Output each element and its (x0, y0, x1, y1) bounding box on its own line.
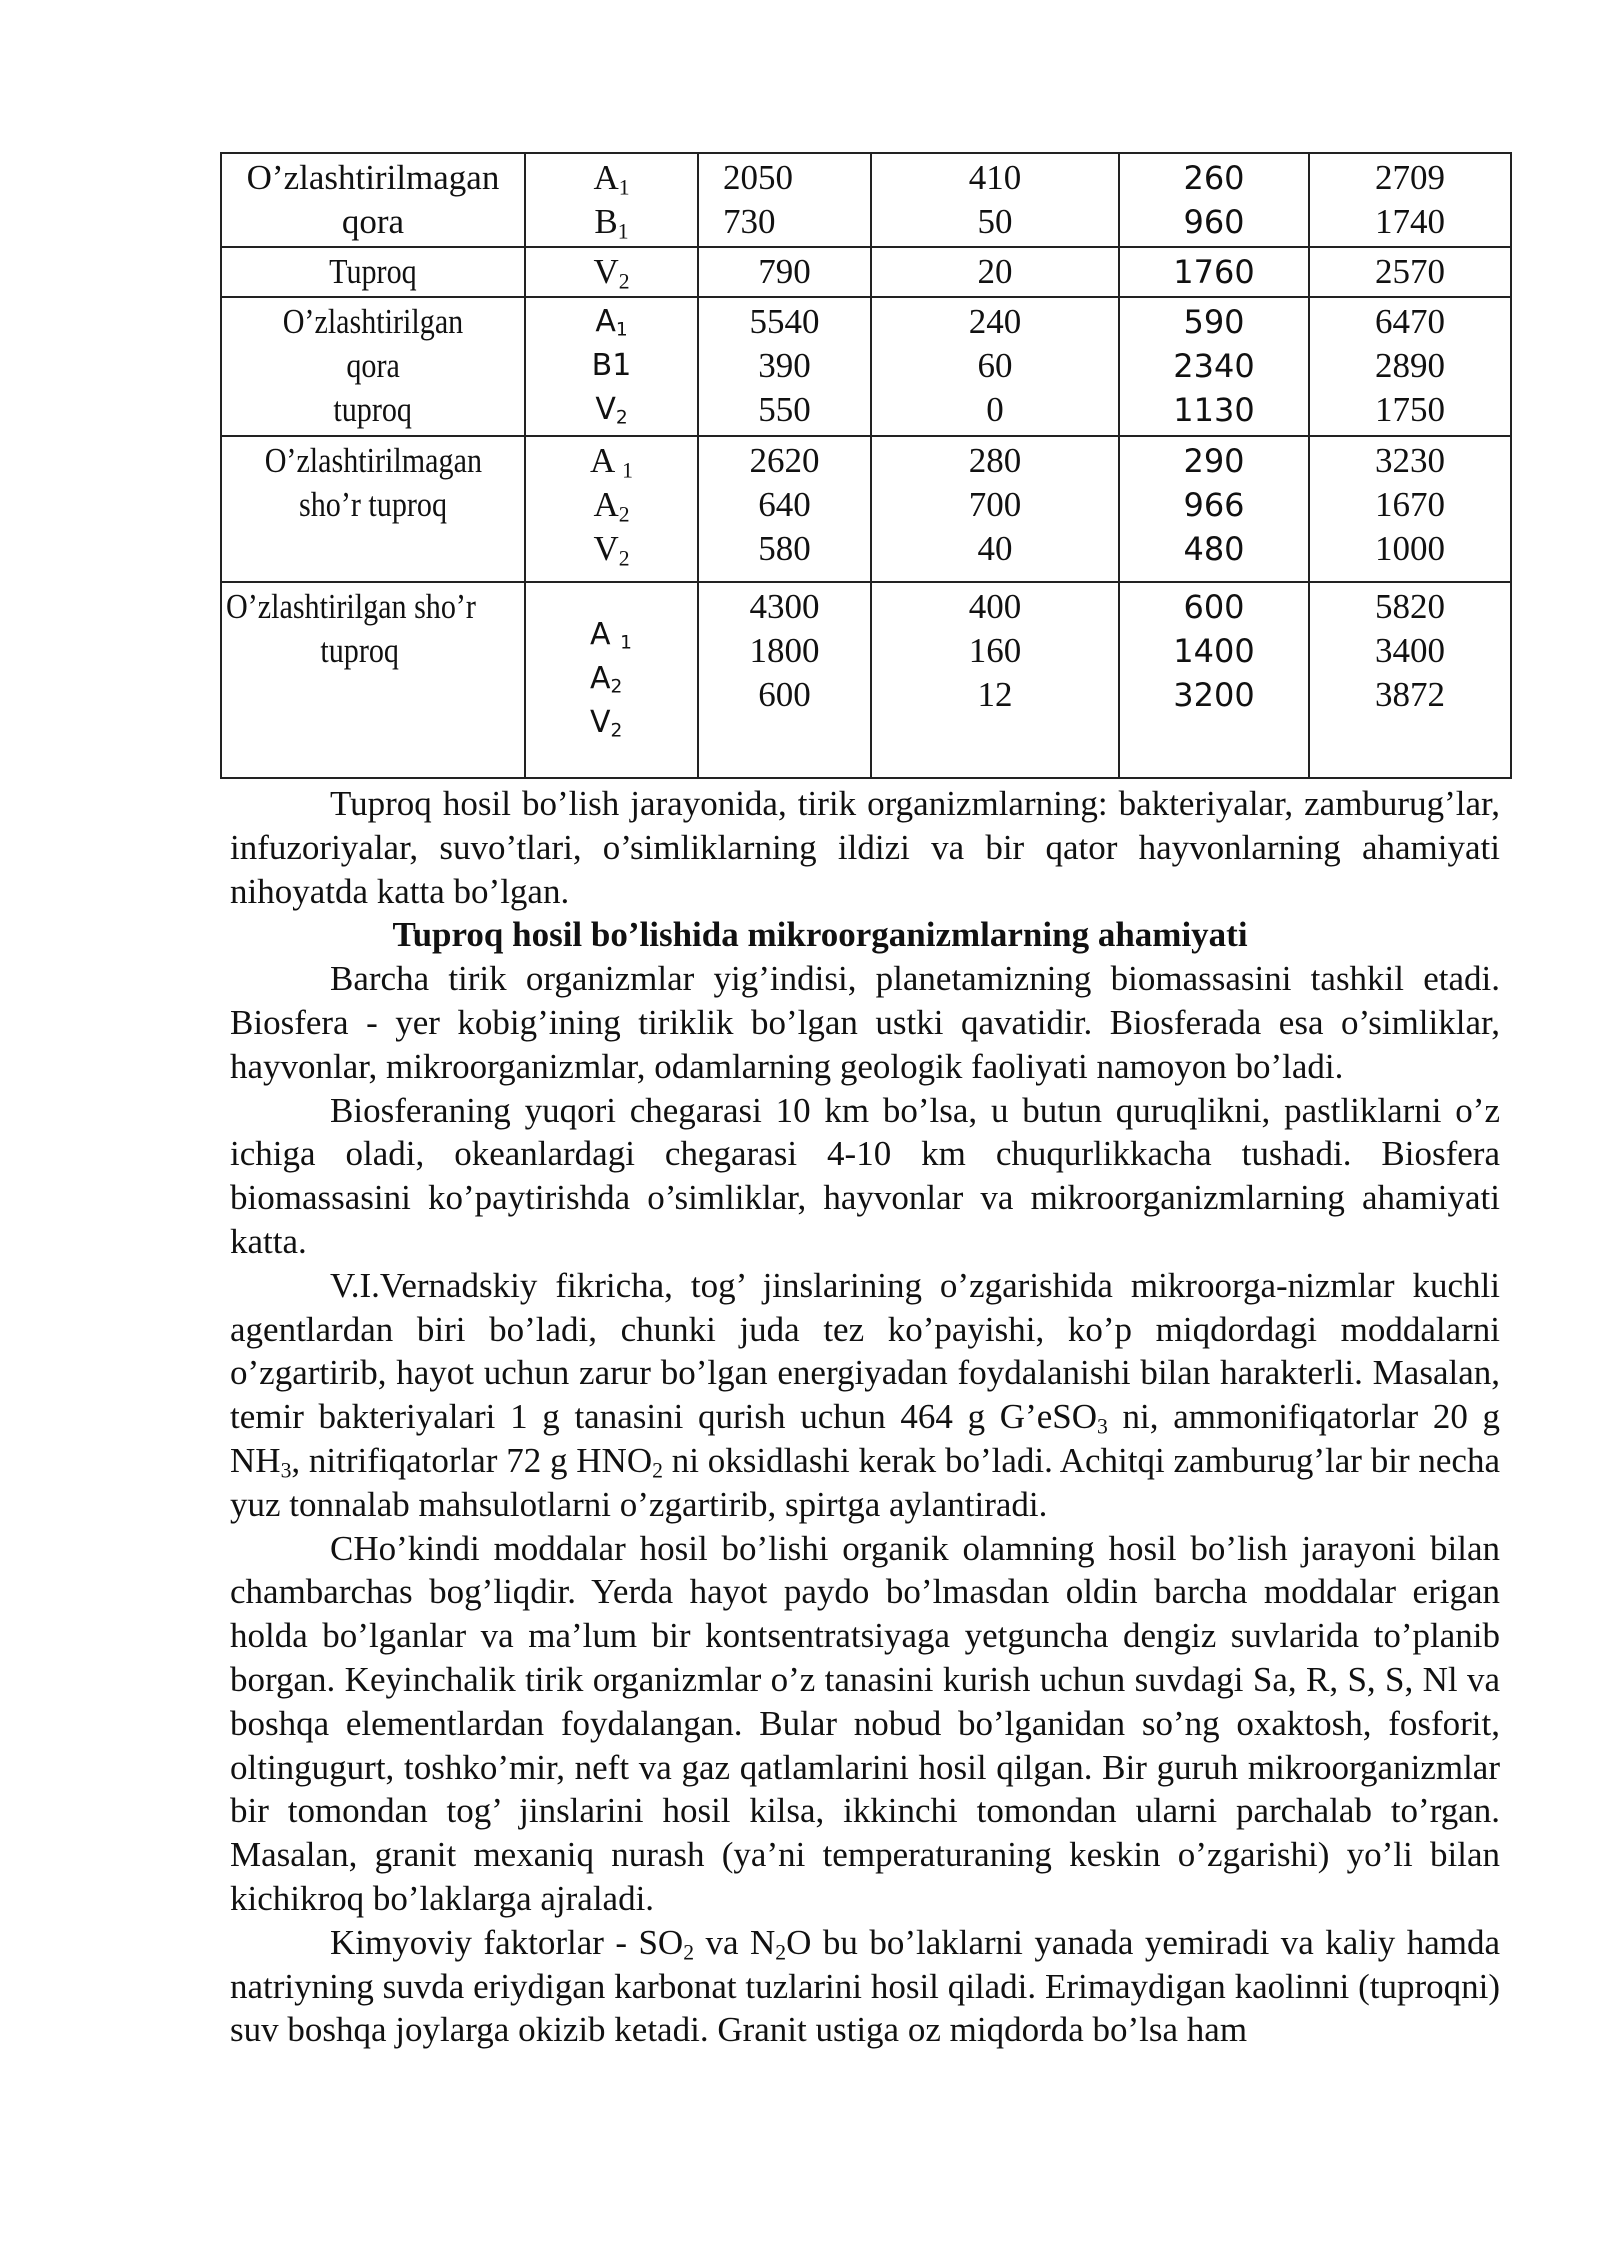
value-cell-col4: 5820 3400 3872 (1309, 582, 1511, 778)
table-row (221, 247, 1511, 297)
paragraph-sediments: CHo’kindi moddalar hosil bo’lishi organik olamning hosil bo’lish jarayoni bilan chambarchas bog’liqdir. Yerda hayot paydo bo’lmasdan oldin barcha moddalar erigan holda bo’lganlar va ma’lum bir kontsentratsiyaga yetguncha dengiz suvlarida to’planib borgan. Keyinchalik tirik organizmlar o’z tanasini kurish uchun suvdagi Sa, R, S, S, Nl va boshqa elementlardan foydalangan. Bular nobud bo’lganidan so’ng oxaktosh, fosforit, oltingugurt, toshko’mir, neft va gaz qatlamlarini hosil qilgan. Bir guruh mikroorganizmlar bir tomondan tog’ jinslarini hosil kilsa, ikkinchi tomondan ularni parchalab to’rgan. Masalan, granit mexaniq nurash (ya’ni temperaturaning keskin o’zgarishi) yo’li bilan kichikroq bo’laklarga ajraladi. (230, 1528, 1500, 1918)
value-cell-col3: 290 966 480 (1119, 436, 1309, 582)
paragraph-vernadsky: V.I.Vernadskiy fikricha, tog’ jinslarining o’zgarishida mikroorga-nizmlar kuchli agentlardan biri bo’ladi, chunki juda tez ko’payishi, ko’p miqdordagi moddalarni o’zgartirib, hayot uchun zarur bo’lgan energiyadan foydalanishi bilan harakterli. Masalan, temir bakteriyalari 1 g tanasini qurish uchun 464 g G’eSO$_3$ ni, ammonifiqatorlar 20 g $NH_3$, nitrifiqatorlar 72 g $HNO_2$ ni oksidlashi kerak bo’ladi. Achitqi zamburug’lar bir necha yuz tonnalab mahsulotlarni o’zgartirib, spirtga aylantiradi. (230, 1265, 1501, 1524)
table-row (221, 582, 1511, 778)
value-cell-col3: 600 1400 3200 (1119, 582, 1309, 778)
section-heading: Tuproq hosil bo’lishida mikroorganizmlarning ahamiyati (392, 915, 1248, 955)
value-cell-col4: 2709 1740 (1309, 153, 1511, 247)
value-cell-col2: 20 (871, 247, 1119, 297)
soil-composition-table (220, 152, 1512, 779)
table-row (221, 436, 1511, 582)
value-cell-col1: 4300 1800 600 (698, 582, 871, 778)
paragraph-chemical-factors: Kimyoviy faktorlar - $SO_2$ va $N_2O$ bu bo’laklarni yanada yemiradi va kaliy hamda natriyning suvda eriydigan karbonat tuzlarini hosil qiladi. Erimaydigan kaolinni (tuproqni) suv boshqa joylarga okizib ketadi. Granit ustiga oz miqdorda bo’lsa ham (230, 1922, 1501, 2050)
soil-type-cell: O’zlashtirilgan qora tuproq (221, 297, 525, 436)
value-cell-col1: 790 (698, 247, 871, 297)
intro-paragraph: Tuproq hosil bo’lish jarayonida, tirik organizmlarning: bakteriyalar, zamburug’lar, infuzoriyalar, suvo’tlari, o’simliklarning ildizi va bir qator hayvonlarning ahamiyati nihoyatda katta bo’lgan. (230, 784, 1500, 911)
value-cell-col3: 1760 (1119, 247, 1309, 297)
horizon-cell: $A_1$ $B_1$ (525, 153, 698, 247)
body-text (230, 782, 1500, 2052)
value-cell-col4: 3230 1670 1000 (1309, 436, 1511, 582)
soil-type-cell: O’zlashtirilmagan qora (221, 153, 525, 247)
paragraph-biosphere-limits: Biosferaning yuqori chegarasi 10 km bo’lsa, u butun quruqlikni, pastliklarni o’z ichiga oladi, okeanlardagi chegarasi 4-10 km chuqurlikkacha tushadi. Biosfera biomassasini ko’paytirishda o’simliklar, hayvonlar va mikroorganizmlarning ahamiyati katta. (230, 1090, 1500, 1261)
value-cell-col1: 5540 390 550 (698, 297, 871, 436)
paragraph-biomass: Barcha tirik organizmlar yig’indisi, planetamizning biomassasini tashkil etadi. Biosfera - yer kobig’ining tiriklik bo’lgan ustki qavatidir. Biosferada esa o’simliklar, hayvonlar, mikroorganizmlar, odamlarning geologik faoliyati namoyon bo’ladi. (230, 959, 1500, 1086)
horizon-cell: $A_1$ B1 $V_2$ (525, 297, 698, 436)
value-cell-col4: 2570 (1309, 247, 1511, 297)
soil-type-cell: Tuproq (221, 247, 525, 297)
table-row (221, 297, 1511, 436)
value-cell-col3: 590 2340 1130 (1119, 297, 1309, 436)
table-row (221, 153, 1511, 247)
value-cell-col1: 2050 730 (698, 153, 871, 247)
value-cell-col4: 6470 2890 1750 (1309, 297, 1511, 436)
value-cell-col2: 400 160 12 (871, 582, 1119, 778)
value-cell-col3: 260 960 (1119, 153, 1309, 247)
soil-type-cell: O’zlashtirilgan sho’r tuproq (221, 582, 525, 778)
value-cell-col1: 2620 640 580 (698, 436, 871, 582)
value-cell-col2: 280 700 40 (871, 436, 1119, 582)
soil-type-cell: O’zlashtirilmagan sho’r tuproq (221, 436, 525, 582)
value-cell-col2: 410 50 (871, 153, 1119, 247)
horizon-cell: A $_1$ $A_2$ $V_2$ (525, 582, 698, 778)
value-cell-col2: 240 60 0 (871, 297, 1119, 436)
horizon-cell: $V_2$ (525, 247, 698, 297)
horizon-cell: A $_1$ $A_2$ $V_2$ (525, 436, 698, 582)
